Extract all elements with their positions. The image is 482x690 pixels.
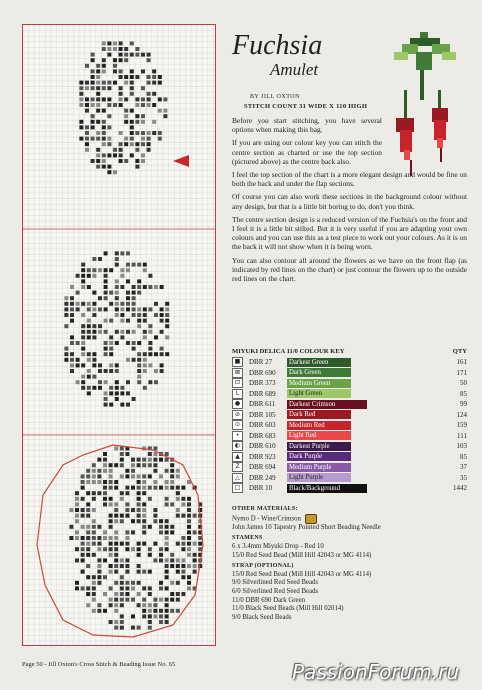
title-first: Fuchsia: [232, 30, 323, 61]
paragraph: Before you start stitching, you have several options when making this bag.: [232, 116, 382, 135]
colour-key-row: [232, 368, 467, 379]
bead-qty: 111: [457, 431, 467, 440]
bead-code: DBR 105: [249, 410, 276, 419]
page-footer: Page 50 - Jill Oxton's Cross Stitch & Beading Issue No. 65: [22, 661, 176, 668]
colour-key-rows: [232, 357, 467, 494]
bead-qty: 85: [460, 452, 467, 461]
colour-key-title: MIYUKI DELICA 11/0 COLOUR KEY: [232, 348, 345, 355]
colour-key-row: [232, 399, 467, 410]
strap-heading: STRAP (OPTIONAL): [232, 563, 294, 570]
chart-symbol: L: [232, 389, 243, 399]
bead-qty: 85: [460, 389, 467, 398]
bead-qty: 37: [460, 463, 467, 472]
bead-chart: [22, 24, 216, 646]
bead-qty: 50: [460, 379, 467, 388]
bead-qty: 35: [460, 473, 467, 482]
stitch-count: STITCH COUNT 31 WIDE X 110 HIGH: [244, 103, 368, 110]
colour-key-row: [232, 462, 467, 473]
colour-swatch: Medium Red: [287, 421, 351, 430]
colour-key-row: [232, 420, 467, 431]
bead-code: DBR 611: [249, 400, 276, 409]
bead-qty: 99: [460, 400, 467, 409]
bead-qty: 161: [456, 358, 467, 367]
title-second: Amulet: [270, 60, 319, 79]
strap-item: 9/0 Black Seed Beads: [232, 613, 292, 621]
chart-symbol: ⊡: [232, 378, 243, 388]
author-byline: BY JILL OXTON: [250, 94, 300, 100]
strap-item: 11/0 Black Seed Beads (Mill Hill 02014): [232, 605, 344, 613]
colour-swatch: Dark Red: [287, 410, 351, 419]
bead-code: DBR 610: [249, 442, 276, 451]
stamens-item: 6 x 3.4mm Miyuki Drop - Red 10: [232, 542, 324, 550]
needle: John James 10 Tapestry Pointed Short Beading Needle: [232, 523, 381, 531]
bead-qty: 171: [456, 368, 467, 377]
materials-list: [232, 503, 467, 622]
bead-code: DBR 683: [249, 431, 276, 440]
nymo-thread: Nymo D - Wine/Crimson: [232, 514, 467, 524]
paragraph: I feel the top section of the chart is a more elegant design and would be fine on both the back and under the flap sections.: [232, 170, 467, 189]
bead-qty: 124: [456, 410, 467, 419]
colour-key-row: [232, 357, 467, 368]
colour-key: [232, 348, 467, 494]
chart-symbol: △: [232, 473, 243, 483]
chart-symbol: •: [232, 431, 243, 441]
chart-grid: [23, 25, 215, 645]
thread-spool-icon: [305, 514, 317, 524]
bead-qty: 103: [456, 442, 467, 451]
colour-key-row: [232, 452, 467, 463]
chart-symbol: ⊙: [232, 420, 243, 430]
chart-symbol: Z: [232, 462, 243, 472]
colour-key-row: [232, 483, 467, 494]
other-materials-heading: OTHER MATERIALS:: [232, 506, 298, 512]
colour-swatch: Darkest Crimson: [287, 400, 367, 409]
paragraph: Of course you can also work these sections in the background colour without any design, but that is a little bit boring to do, don't you think.: [232, 192, 467, 211]
colour-key-row: [232, 389, 467, 400]
colour-swatch: Darkest Purple: [287, 442, 351, 451]
chart-symbol: ▲: [232, 452, 243, 462]
strap-item: 15/0 Red Seed Bead (Mill Hill 42043 or MG 4114): [232, 570, 372, 578]
chart-symbol: ⊠: [232, 368, 243, 378]
stamens-heading: STAMENS: [232, 535, 263, 542]
bead-qty: 159: [456, 421, 467, 430]
chart-symbol: ⊘: [232, 410, 243, 420]
colour-swatch: Light Green: [287, 389, 351, 398]
qty-header: QTY: [452, 348, 467, 355]
chart-symbol: ■: [232, 357, 243, 367]
bead-code: DBR 694: [249, 463, 276, 472]
bead-qty: 1442: [453, 484, 467, 493]
paragraph: If you are using our colour key you can stitch the centre section as charted or use the top section (pictured above) as the centre back also.: [232, 138, 382, 166]
paragraph: The centre section design is a reduced version of the Fuchsia's on the front and I feel it is a little bit stilted. But it is very useful if you are adapting your own colours and you can use this as a test piece to work out your colours. As it is on the back it will not show when it is being worn.: [232, 214, 467, 252]
bead-code: DBR 373: [249, 379, 276, 388]
colour-swatch: Darkest Green: [287, 358, 351, 367]
article-text: [232, 30, 467, 287]
chart-symbol: ●: [232, 399, 243, 409]
colour-swatch: Medium Purple: [287, 463, 351, 472]
bead-code: DBR 689: [249, 389, 276, 398]
colour-key-row: [232, 431, 467, 442]
bead-code: DBR 249: [249, 473, 276, 482]
chart-symbol: □: [232, 483, 243, 493]
colour-swatch: Light Purple: [287, 473, 351, 482]
colour-key-row: [232, 378, 467, 389]
article-title: [232, 30, 467, 92]
colour-key-row: [232, 473, 467, 484]
strap-item: 11/0 DBR 690 Dark Green: [232, 596, 305, 604]
colour-swatch: Black/Background: [287, 484, 367, 493]
bead-code: DBR 690: [249, 368, 276, 377]
strap-item: 9/0 Silverlined Red Seed Beads: [232, 579, 319, 587]
colour-key-row: [232, 441, 467, 452]
strap-item: 6/0 Silverlined Red Seed Beads: [232, 587, 319, 595]
stamens-item: 15/0 Red Seed Bead (Mill Hill 42043 or MG 4114): [232, 551, 372, 559]
bead-code: DBR 603: [249, 421, 276, 430]
bead-code: DBR 923: [249, 452, 276, 461]
chart-symbol: ◐: [232, 441, 243, 451]
paragraph: You can also contour all around the flowers as we have on the front flap (as indicated by red lines on the chart) or just contour the flowers up to the outside red lines on the chart.: [232, 255, 467, 284]
watermark-logo: PassionForum.ru: [292, 660, 460, 684]
colour-key-row: [232, 410, 467, 421]
colour-key-header: [232, 348, 467, 355]
colour-swatch: Medium Green: [287, 379, 351, 388]
colour-swatch: Dark Green: [287, 368, 351, 377]
bead-code: DBR 10: [249, 484, 273, 493]
bead-code: DBR 27: [249, 358, 273, 367]
colour-swatch: Dark Purple: [287, 452, 351, 461]
colour-swatch: Light Red: [287, 431, 351, 440]
